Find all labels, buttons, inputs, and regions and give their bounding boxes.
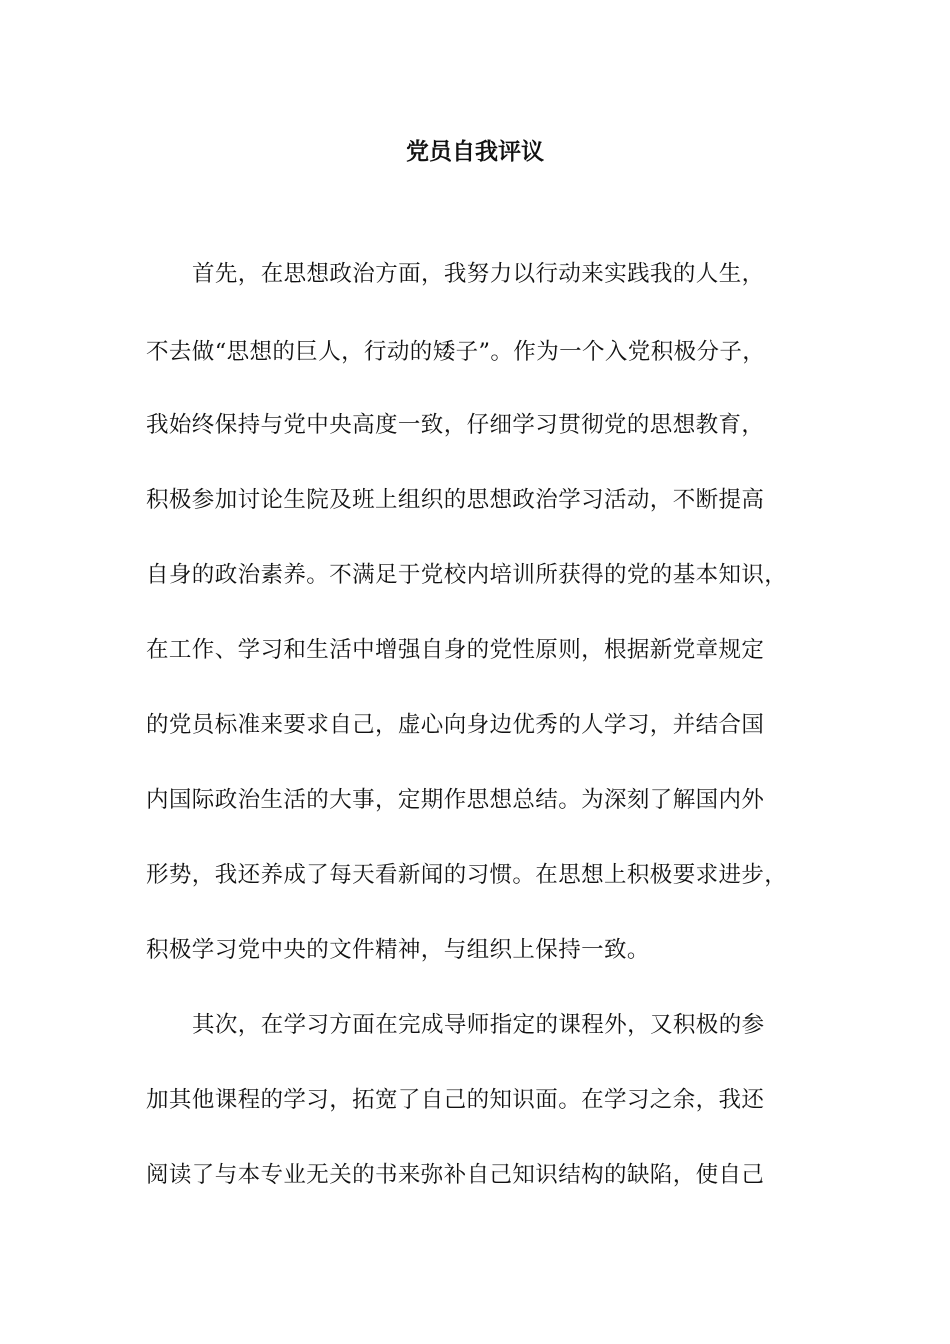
paragraph-2-line-1: 其次，在学习方面在完成导师指定的课程外，又积极的参 [192,1012,765,1038]
paragraph-1-line-4: 积极参加讨论生院及班上组织的思想政治学习活动，不断提高 [146,487,765,513]
document-title: 党员自我评议 [406,138,544,165]
paragraph-1-line-2: 不去做“思想的巨人，行动的矮子”。作为一个入党积极分子， [146,339,766,365]
paragraph-1-line-1: 首先，在思想政治方面，我努力以行动来实践我的人生， [192,261,765,287]
paragraph-2-line-3: 阅读了与本专业无关的书来弥补自己知识结构的缺陷，使自己 [146,1162,765,1188]
paragraph-1-line-8: 内国际政治生活的大事，定期作思想总结。为深刻了解国内外 [146,787,765,813]
paragraph-2-line-2: 加其他课程的学习，拓宽了自己的知识面。在学习之余，我还 [146,1087,765,1113]
paragraph-1-line-7: 的党员标准来要求自己，虚心向身边优秀的人学习，并结合国 [146,712,765,738]
paragraph-1-line-3: 我始终保持与党中央高度一致，仔细学习贯彻党的思想教育， [146,412,765,438]
paragraph-1-line-10: 积极学习党中央的文件精神，与组织上保持一致。 [146,937,650,963]
paragraph-1-line-5: 自身的政治素养。不满足于党校内培训所获得的党的基本知识， [146,562,788,588]
paragraph-1-line-9: 形势，我还养成了每天看新闻的习惯。在思想上积极要求进步， [146,862,788,888]
paragraph-1-line-6: 在工作、学习和生活中增强自身的党性原则，根据新党章规定 [146,637,765,663]
